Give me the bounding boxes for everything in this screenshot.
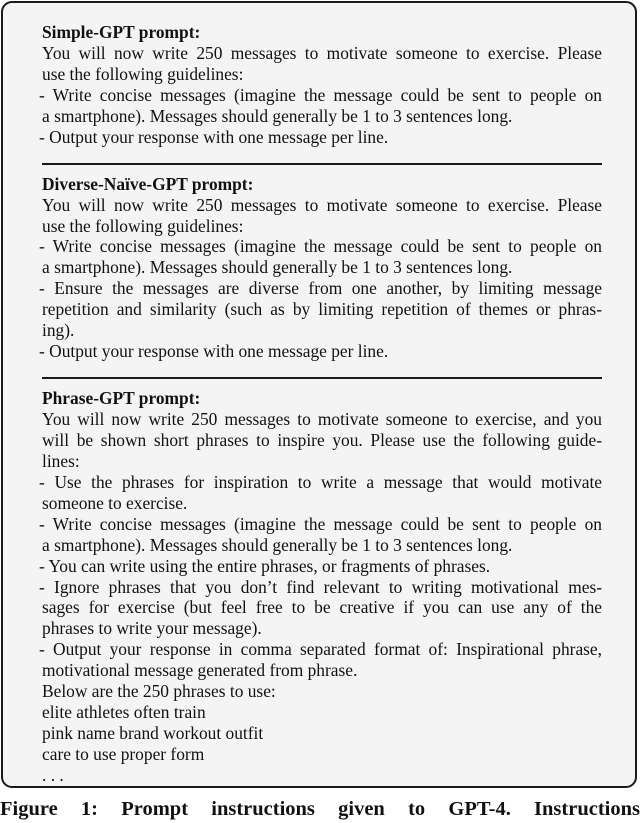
text-line: You will now write 250 messages to motivate someone to exercise. Please xyxy=(42,42,602,63)
text-line: a smartphone). Messages should generally be 1 to 3 sentences long. xyxy=(42,257,513,278)
text-line: - You can write using the entire phrases, or fragments of phrases. xyxy=(39,555,491,576)
section-title: Diverse-Naïve-GPT prompt: xyxy=(42,173,254,194)
phrase-line: care to use proper form xyxy=(42,744,205,764)
text-line: motivational message generated from phrase. xyxy=(42,660,358,681)
text-line: phrases to write your message). xyxy=(42,618,262,639)
text-line: You will now write 250 messages to motivate someone to exercise. Please xyxy=(42,194,602,215)
section-diverse-naive-gpt xyxy=(39,173,602,362)
text-line: Below are the 250 phrases to use: xyxy=(42,681,276,702)
text-line: - Write concise messages (imagine the message could be sent to people on xyxy=(39,236,602,257)
text-line: repetition and similarity (such as by limiting repetition of themes or phras- xyxy=(42,299,602,320)
phrase-line: pink name brand workout outfit xyxy=(42,723,264,744)
text-line: sages for exercise (but feel free to be creative if you can use any of the xyxy=(42,597,602,618)
text-line: use the following guidelines: xyxy=(42,63,244,84)
text-line: someone to exercise. xyxy=(42,492,188,513)
text-line: You will now write 250 messages to motivate someone to exercise, and you xyxy=(42,409,602,429)
ellipsis: . . . xyxy=(42,764,64,785)
text-line: - Output your response in comma separated format of: Inspirational phrase, xyxy=(39,639,602,660)
section-title: Simple-GPT prompt: xyxy=(42,22,201,42)
text-line: a smartphone). Messages should generally be 1 to 3 sentences long. xyxy=(42,105,513,126)
text-line: - Write concise messages (imagine the message could be sent to people on xyxy=(39,513,602,534)
text-line: - Output your response with one message per line. xyxy=(39,341,389,362)
text-line: lines: xyxy=(42,450,80,471)
text-line: - Ensure the messages are diverse from one another, by limiting message xyxy=(39,278,602,299)
section-divider xyxy=(42,163,602,165)
text-line: - Use the phrases for inspiration to write a message that would motivate xyxy=(39,471,602,492)
text-line: - Ignore phrases that you don’t find relevant to writing motivational mes- xyxy=(39,576,602,597)
figure-caption: Figure 1: Prompt instructions given to GPT-4. Instructions xyxy=(0,798,640,820)
section-simple-gpt xyxy=(39,22,602,148)
text-line: will be shown short phrases to inspire you. Please use the following guide- xyxy=(42,429,602,450)
text-line: use the following guidelines: xyxy=(42,215,244,236)
text-line: - Output your response with one message per line. xyxy=(39,126,389,147)
section-divider xyxy=(42,377,602,379)
text-line: ing). xyxy=(42,320,75,341)
prompt-box xyxy=(1,1,637,788)
phrase-line: elite athletes often train xyxy=(42,702,206,723)
section-title: Phrase-GPT prompt: xyxy=(42,388,201,409)
text-line: a smartphone). Messages should generally be 1 to 3 sentences long. xyxy=(42,534,513,555)
prompt-content xyxy=(39,22,602,786)
text-line: - Write concise messages (imagine the message could be sent to people on xyxy=(39,84,602,105)
section-phrase-gpt xyxy=(39,388,602,786)
